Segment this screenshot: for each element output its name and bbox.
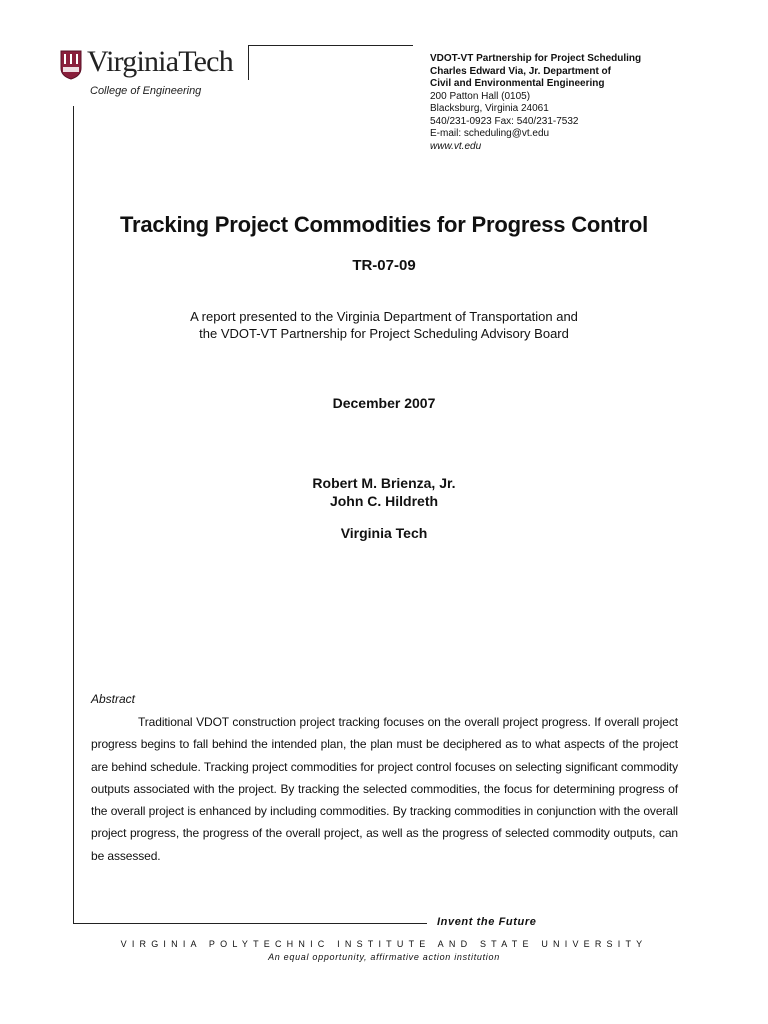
address-line: Charles Edward Via, Jr. Department of (430, 65, 611, 77)
author-name: Robert M. Brienza, Jr. (312, 475, 456, 491)
report-number: TR-07-09 (352, 257, 416, 274)
abstract-heading: Abstract (91, 692, 136, 706)
equal-opportunity-statement: An equal opportunity, affirmative action institution (268, 952, 500, 962)
email-line: E-mail: scheduling@vt.edu (430, 128, 550, 139)
abstract-body: Traditional VDOT construction project tracking focuses on the overall project progress. If overall project progress begins to fall behind the intended plan, the plan must be deciphered as to what aspects of the project are behind schedule. Tracking project commodities for project control focuses on selecting significant commodity outputs associated with the project. By tracking the selected commodities, the focus for determining progress of the overall project is enhanced by including commodities. By tracking commodities in conjunction with the overall project progress, the progress of the overall project, as well as the progress of selected commodity outputs, can be assessed. (91, 715, 678, 863)
report-date: December 2007 (332, 395, 436, 411)
university-name: VIRGINIA POLYTECHNIC INSTITUTE AND STATE UNIVERSITY (120, 939, 648, 949)
virginia-tech-logo (60, 45, 250, 84)
top-rule (248, 45, 413, 46)
tagline: Invent the Future (437, 916, 537, 928)
website-link[interactable]: www.vt.edu (430, 140, 482, 152)
address-line: VDOT-VT Partnership for Project Scheduling (430, 53, 642, 64)
address-line: Civil and Environmental Engineering (430, 78, 605, 89)
presented-line: A report presented to the Virginia Department of Transportation and (190, 309, 578, 324)
authors (0, 474, 768, 510)
bottom-rule (73, 923, 427, 924)
logo-wordmark: VirginiaTech (87, 45, 233, 78)
presented-statement (0, 308, 768, 342)
presented-line: the VDOT-VT Partnership for Project Scheduling Advisory Board (199, 326, 569, 341)
address-block (430, 53, 641, 153)
affiliation: Virginia Tech (340, 525, 428, 541)
address-line: 200 Patton Hall (0105) (430, 90, 531, 102)
address-line: Blacksburg, Virginia 24061 (430, 103, 549, 114)
college-name: College of Engineering (90, 85, 202, 97)
phone-fax-line: 540/231-0923 Fax: 540/231-7532 (430, 115, 579, 127)
top-vertical-rule (248, 45, 249, 80)
report-title: Tracking Project Commodities for Progress Control (119, 212, 649, 237)
author-name: John C. Hildreth (329, 493, 439, 509)
shield-icon (60, 50, 82, 80)
